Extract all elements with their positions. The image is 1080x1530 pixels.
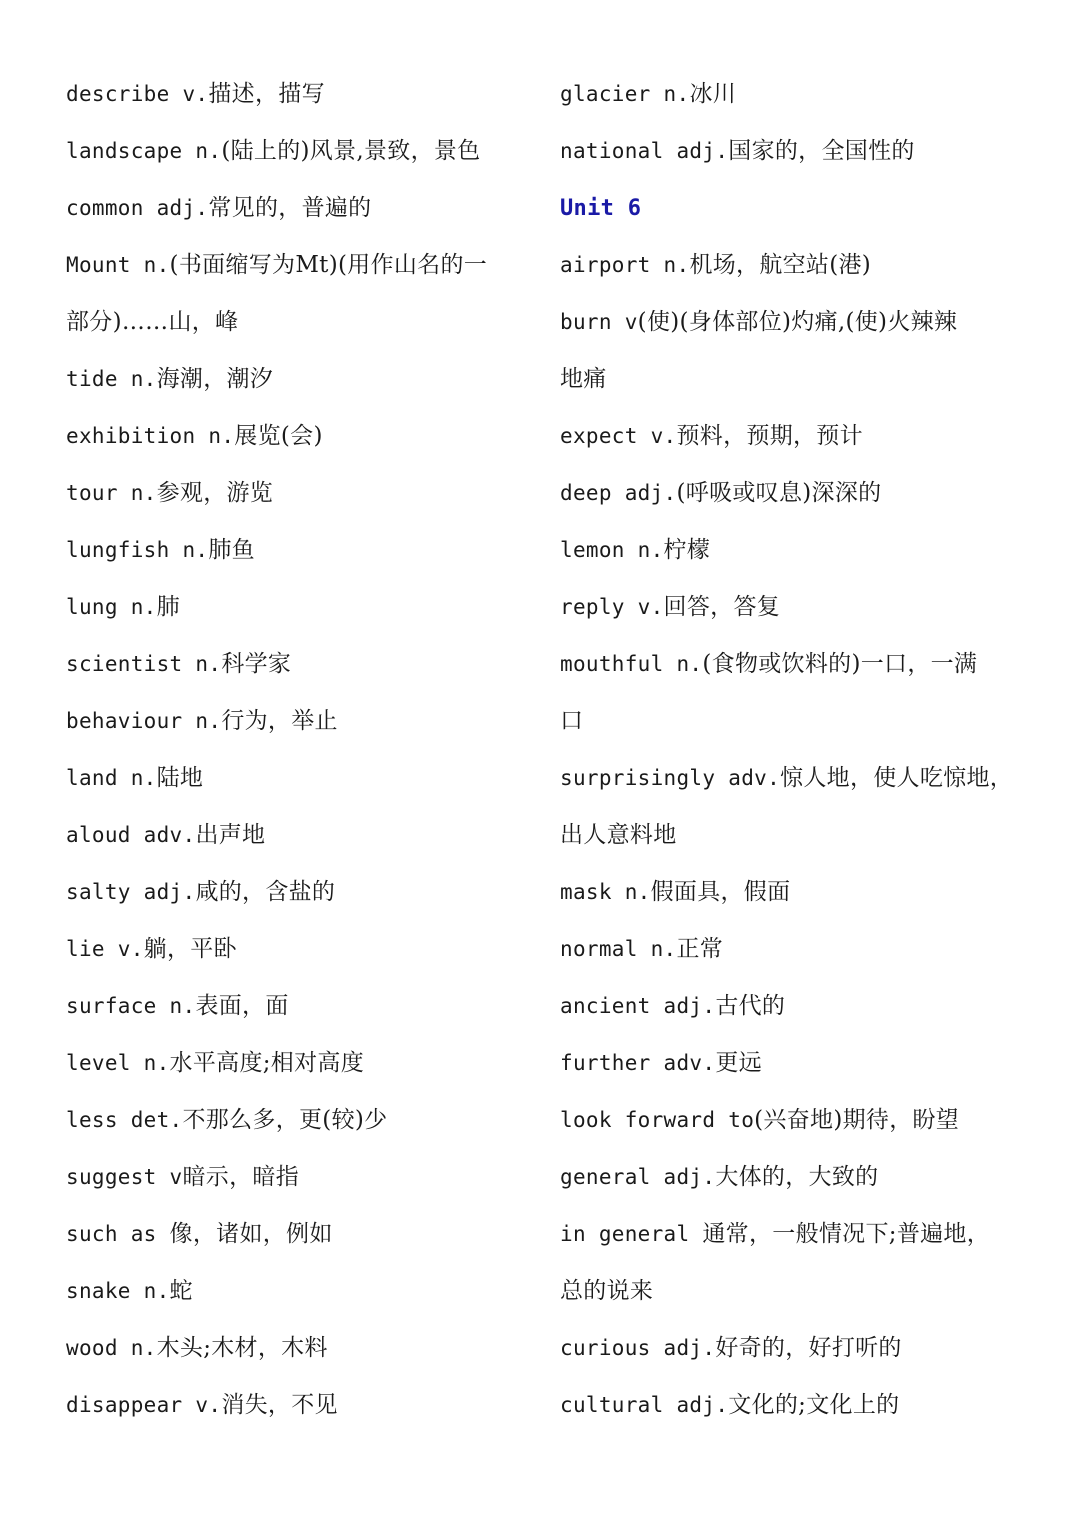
- vocab-meaning: 消失，不见: [221, 1392, 338, 1418]
- vocab-entry: [560, 750, 1030, 807]
- vocab-entry: [66, 408, 536, 465]
- vocab-entry: [560, 1149, 1030, 1206]
- vocab-entry: [66, 66, 536, 123]
- vocab-word: Mount n.: [66, 253, 170, 277]
- vocab-entry: [66, 522, 536, 579]
- vocab-meaning: 蛇: [169, 1278, 193, 1304]
- vocab-meaning: 参观，游览: [156, 480, 274, 506]
- vocab-meaning: 柠檬: [663, 537, 711, 563]
- vocab-word: lungfish n.: [66, 538, 209, 562]
- vocab-entry: [560, 294, 1030, 351]
- vocab-word: surprisingly adv.: [560, 766, 781, 790]
- vocab-word: general adj.: [560, 1165, 716, 1189]
- vocab-meaning: 总的说来: [560, 1278, 654, 1304]
- vocab-entry: [560, 978, 1030, 1035]
- vocab-meaning: 好奇的，好打听的: [715, 1335, 902, 1361]
- vocab-meaning: 假面具，假面: [650, 879, 791, 905]
- vocab-entry: [66, 1092, 536, 1149]
- vocab-entry: [560, 1377, 1030, 1434]
- vocab-meaning: 像，诸如，例如: [169, 1221, 333, 1247]
- vocab-meaning: 地痛: [560, 366, 607, 392]
- vocab-entry: [66, 1149, 536, 1206]
- unit-heading: [560, 180, 1030, 237]
- vocab-word: cultural adj.: [560, 1393, 729, 1417]
- vocab-entry: [66, 750, 536, 807]
- vocab-entry: [66, 978, 536, 1035]
- vocab-word: landscape n.: [66, 139, 222, 163]
- vocab-word: wood n.: [66, 1336, 157, 1360]
- vocab-entry: [560, 1092, 1030, 1149]
- vocab-meaning: 常见的，普遍的: [208, 195, 372, 221]
- vocab-meaning: 暗示，暗指: [182, 1164, 299, 1190]
- vocab-entry: [66, 807, 536, 864]
- vocab-word: curious adj.: [560, 1336, 716, 1360]
- vocab-meaning: 文化的;文化上的: [728, 1392, 900, 1418]
- vocab-entry: [560, 1206, 1030, 1263]
- vocab-word: suggest v: [66, 1165, 183, 1189]
- vocab-meaning: 回答，答复: [663, 594, 781, 620]
- vocab-word: exhibition n.: [66, 424, 235, 448]
- vocab-word: tour n.: [66, 481, 157, 505]
- vocab-word: further adv.: [560, 1051, 716, 1075]
- vocab-word: surface n.: [66, 994, 196, 1018]
- vocab-meaning: 口: [560, 708, 584, 734]
- vocab-word: tide n.: [66, 367, 157, 391]
- vocab-word: normal n.: [560, 937, 677, 961]
- vocab-meaning: 不那么多，更(较)少: [182, 1107, 388, 1133]
- vocab-word: mouthful n.: [560, 652, 703, 676]
- vocab-word: ancient adj.: [560, 994, 716, 1018]
- vocab-entry: [66, 351, 536, 408]
- vocab-entry: [66, 693, 536, 750]
- vocab-entry: [66, 1377, 536, 1434]
- vocab-meaning: 科学家: [221, 651, 292, 677]
- unit-heading-text: Unit 6: [560, 196, 642, 221]
- vocab-entry: [560, 636, 1030, 693]
- vocab-entry: [560, 123, 1030, 180]
- vocab-word: behaviour n.: [66, 709, 222, 733]
- vocab-entry: [560, 1035, 1030, 1092]
- vocab-entry: [66, 864, 536, 921]
- vocab-entry: [66, 921, 536, 978]
- vocab-meaning: 部分)……山，峰: [66, 309, 239, 335]
- vocab-word: level n.: [66, 1051, 170, 1075]
- vocab-meaning: (书面缩写为Mt)(用作山名的一: [169, 252, 488, 278]
- left-column: [66, 66, 536, 1434]
- vocab-word: in general: [560, 1222, 703, 1246]
- vocab-word: common adj.: [66, 196, 209, 220]
- vocab-word: aloud adv.: [66, 823, 196, 847]
- vocab-meaning: (食物或饮料的)一口，一满: [702, 651, 978, 677]
- vocab-meaning: 惊人地，使人吃惊地，: [780, 765, 1014, 791]
- vocab-entry: [560, 1263, 1030, 1320]
- vocab-word: salty adj.: [66, 880, 196, 904]
- vocab-meaning: 陆地: [156, 765, 204, 791]
- vocab-word: lemon n.: [560, 538, 664, 562]
- vocab-word: reply v.: [560, 595, 664, 619]
- vocab-meaning: 更远: [715, 1050, 762, 1076]
- vocab-word: less det.: [66, 1108, 183, 1132]
- vocab-word: land n.: [66, 766, 157, 790]
- vocab-entry: [560, 693, 1030, 750]
- vocab-word: scientist n.: [66, 652, 222, 676]
- vocab-meaning: 通常，一般情况下;普遍地，: [702, 1221, 991, 1247]
- vocab-meaning: 肺: [156, 594, 180, 620]
- vocab-word: burn v: [560, 310, 638, 334]
- vocab-entry: [66, 1320, 536, 1377]
- vocab-meaning: 出人意料地: [560, 822, 677, 848]
- vocab-meaning: 行为，举止: [221, 708, 338, 734]
- vocab-word: mask n.: [560, 880, 651, 904]
- vocab-meaning: 木头;木材，木料: [156, 1335, 328, 1361]
- vocab-entry: [560, 522, 1030, 579]
- vocab-word: disappear v.: [66, 1393, 222, 1417]
- vocab-entry: [560, 921, 1030, 978]
- vocab-entry: [560, 807, 1030, 864]
- vocab-meaning: 正常: [676, 936, 724, 962]
- vocab-entry: [66, 1263, 536, 1320]
- vocab-entry: [66, 579, 536, 636]
- vocab-meaning: 水平高度;相对高度: [169, 1050, 364, 1076]
- vocab-meaning: 描述，描写: [208, 81, 325, 107]
- vocab-meaning: (呼吸或叹息)深深的: [676, 480, 882, 506]
- vocab-meaning: 肺鱼: [208, 537, 255, 563]
- vocab-word: such as: [66, 1222, 170, 1246]
- vocab-meaning: (陆上的)风景,景致，景色: [221, 138, 481, 164]
- vocab-word: glacier n.: [560, 82, 690, 106]
- vocab-entry: [560, 66, 1030, 123]
- vocab-meaning: (兴奋地)期待，盼望: [754, 1107, 960, 1133]
- vocab-entry: [560, 864, 1030, 921]
- vocab-meaning: 躺，平卧: [143, 936, 237, 962]
- vocab-entry: [560, 408, 1030, 465]
- vocab-entry: [66, 294, 536, 351]
- vocab-entry: [66, 1206, 536, 1263]
- vocab-meaning: 冰川: [689, 81, 737, 107]
- vocab-word: snake n.: [66, 1279, 170, 1303]
- vocab-meaning: 表面，面: [195, 993, 289, 1019]
- vocab-meaning: 机场，航空站(港): [689, 252, 872, 278]
- vocab-meaning: 国家的，全国性的: [728, 138, 915, 164]
- vocab-meaning: 大体的，大致的: [715, 1164, 879, 1190]
- vocab-word: airport n.: [560, 253, 690, 277]
- vocab-meaning: 预料，预期，预计: [676, 423, 863, 449]
- vocab-entry: [66, 636, 536, 693]
- vocab-word: look forward to: [560, 1108, 755, 1132]
- vocab-word: lung n.: [66, 595, 157, 619]
- vocab-word: national adj.: [560, 139, 729, 163]
- vocab-entry: [560, 465, 1030, 522]
- vocab-entry: [560, 579, 1030, 636]
- vocab-meaning: 咸的，含盐的: [195, 879, 336, 905]
- vocab-word: expect v.: [560, 424, 677, 448]
- vocab-word: lie v.: [66, 937, 144, 961]
- vocab-meaning: 古代的: [715, 993, 786, 1019]
- vocab-entry: [560, 1320, 1030, 1377]
- right-column: [560, 66, 1030, 1434]
- vocab-entry: [66, 180, 536, 237]
- vocab-word: describe v.: [66, 82, 209, 106]
- vocab-meaning: 海潮，潮汐: [156, 366, 274, 392]
- vocab-word: deep adj.: [560, 481, 677, 505]
- vocab-meaning: (使)(身体部位)灼痛,(使)火辣辣: [637, 309, 958, 335]
- vocab-meaning: 展览(会): [234, 423, 323, 449]
- vocab-entry: [560, 351, 1030, 408]
- vocab-entry: [66, 1035, 536, 1092]
- vocab-entry: [560, 237, 1030, 294]
- vocab-entry: [66, 123, 536, 180]
- vocab-meaning: 出声地: [195, 822, 266, 848]
- vocab-entry: [66, 465, 536, 522]
- vocab-entry: [66, 237, 536, 294]
